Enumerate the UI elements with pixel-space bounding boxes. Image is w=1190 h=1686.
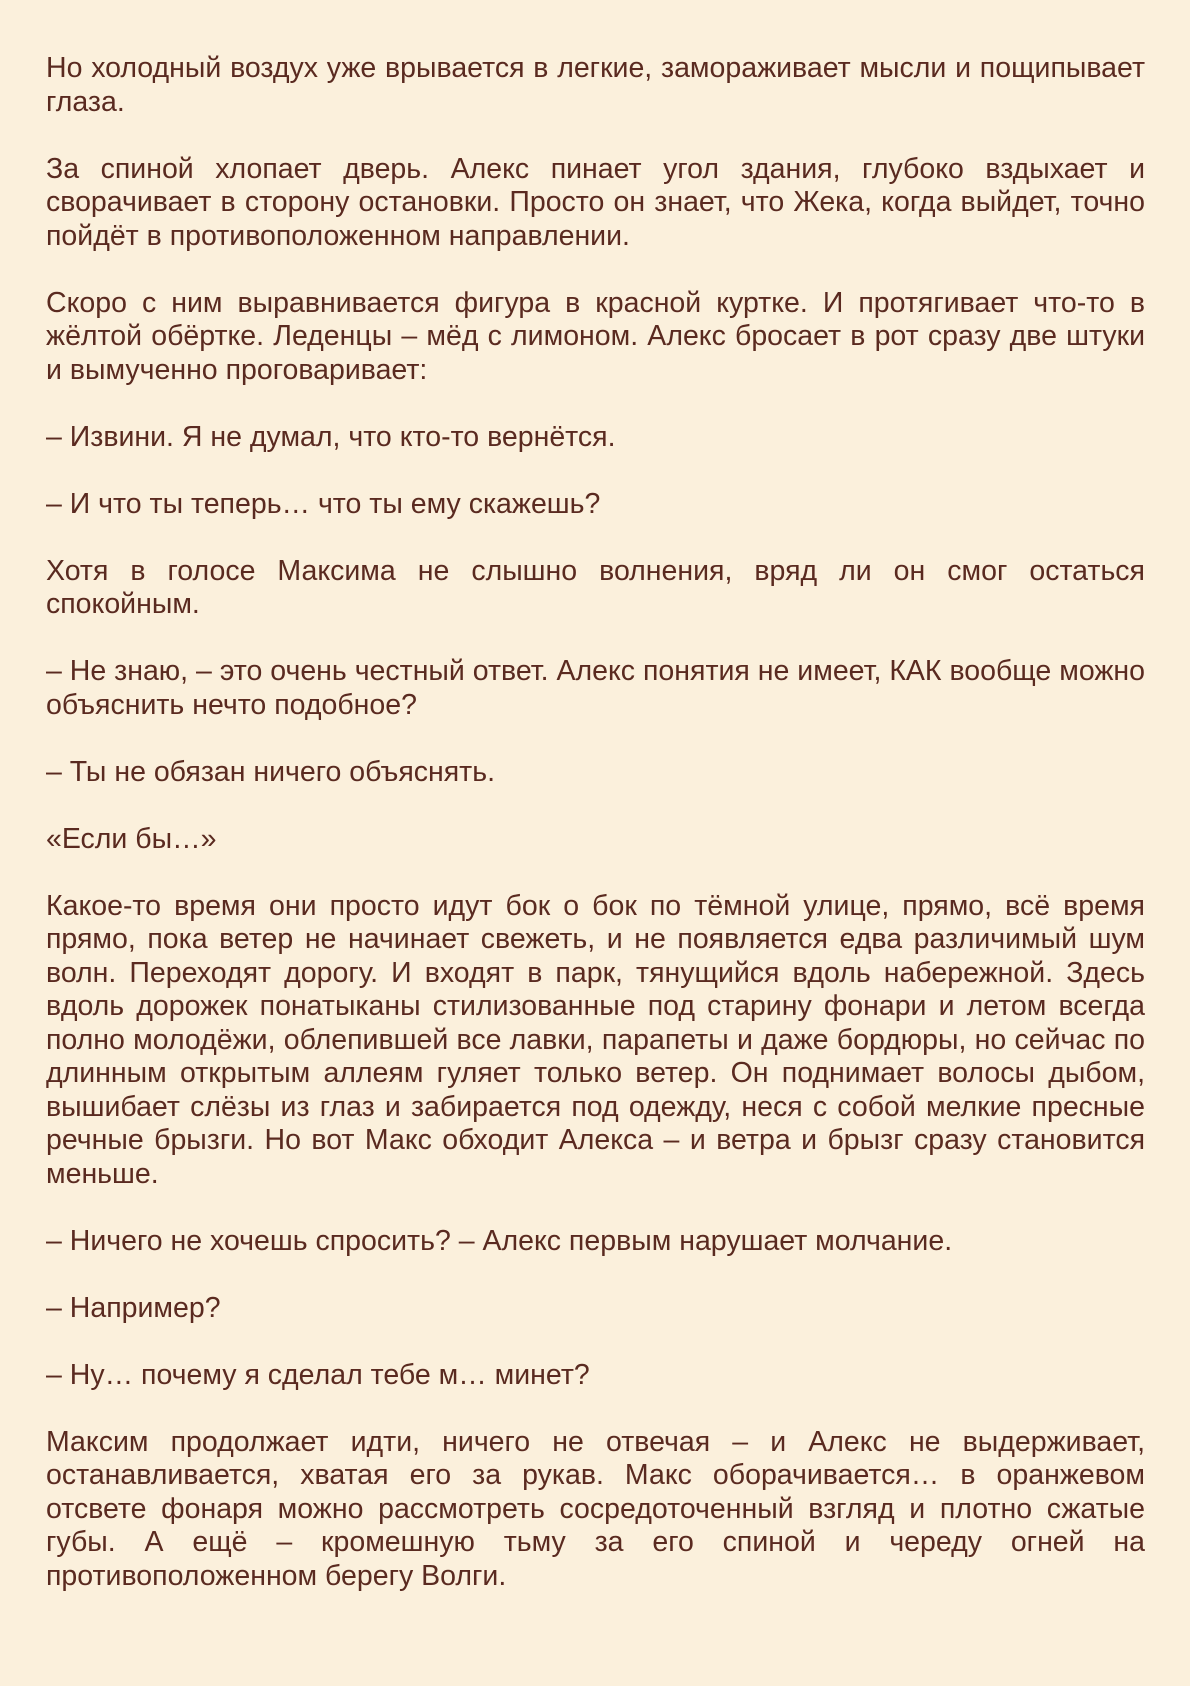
dialogue-line: – Ничего не хочешь спросить? – Алекс первым нарушает молчание. xyxy=(46,1224,953,1257)
paragraph: Хотя в голосе Максима не слышно волнения, вряд ли он смог остаться спокойным. xyxy=(46,554,1145,620)
dialogue-line: – Ты не обязан ничего объяснять. xyxy=(46,755,496,788)
paragraph: За спиной хлопает дверь. Алекс пинает угол здания, глубоко вздыхает и сворачивает в сторону остановки. Просто он знает, что Жека, когда выйдет, точно пойдёт в противоположенном направлении. xyxy=(46,152,1145,252)
dialogue-line: – Не знаю, – это очень честный ответ. Алекс понятия не имеет, КАК вообще можно объяснить нечто подобное? xyxy=(46,655,1145,721)
paragraph: Какое-то время они просто идут бок о бок по тёмной улице, прямо, всё время прямо, пока ветер не начинает свежеть, и не появляется едва различимый шум волн. Переходят дорогу. И входят в парк, тянущийся вдоль набережной. Здесь вдоль дорожек понатыканы стилизованные под старину фонари и летом всегда полно молодёжи, облепившей все лавки, парапеты и даже бордюры, но сейчас по длинным открытым аллеям гуляет только ветер. Он поднимает волосы дыбом, вышибает слёзы из глаз и забирается под одежду, неся с собой мелкие пресные речные брызги. Но вот Макс обходит Алекса – и ветра и брызг сразу становится меньше. xyxy=(46,889,1145,1190)
paragraph: Скоро с ним выравнивается фигура в красной куртке. И протягивает что-то в жёлтой обёртке. Леденцы – мёд с лимоном. Алекс бросает в рот сразу две штуки и вымученно проговаривает: xyxy=(46,286,1145,386)
thought-line: «Если бы…» xyxy=(46,822,217,855)
dialogue-line: – И что ты теперь… что ты ему скажешь? xyxy=(46,487,601,520)
paragraph: Максим продолжает идти, ничего не отвечая – и Алекс не выдерживает, останавливается, хватая его за рукав. Макс оборачивается… в оранжевом отсвете фонаря можно рассмотреть сосредоточенный взгляд и плотно сжатые губы. А ещё – кромешную тьму за его спиной и череду огней на противоположенном берегу Волги. xyxy=(46,1425,1145,1592)
paragraph: Но холодный воздух уже врывается в легкие, замораживает мысли и пощипывает глаза. xyxy=(46,52,1145,118)
dialogue-line: – Ну… почему я сделал тебе м… минет? xyxy=(46,1358,590,1391)
dialogue-line: – Извини. Я не думал, что кто-то вернётся. xyxy=(46,420,616,453)
dialogue-line: – Например? xyxy=(46,1291,221,1324)
